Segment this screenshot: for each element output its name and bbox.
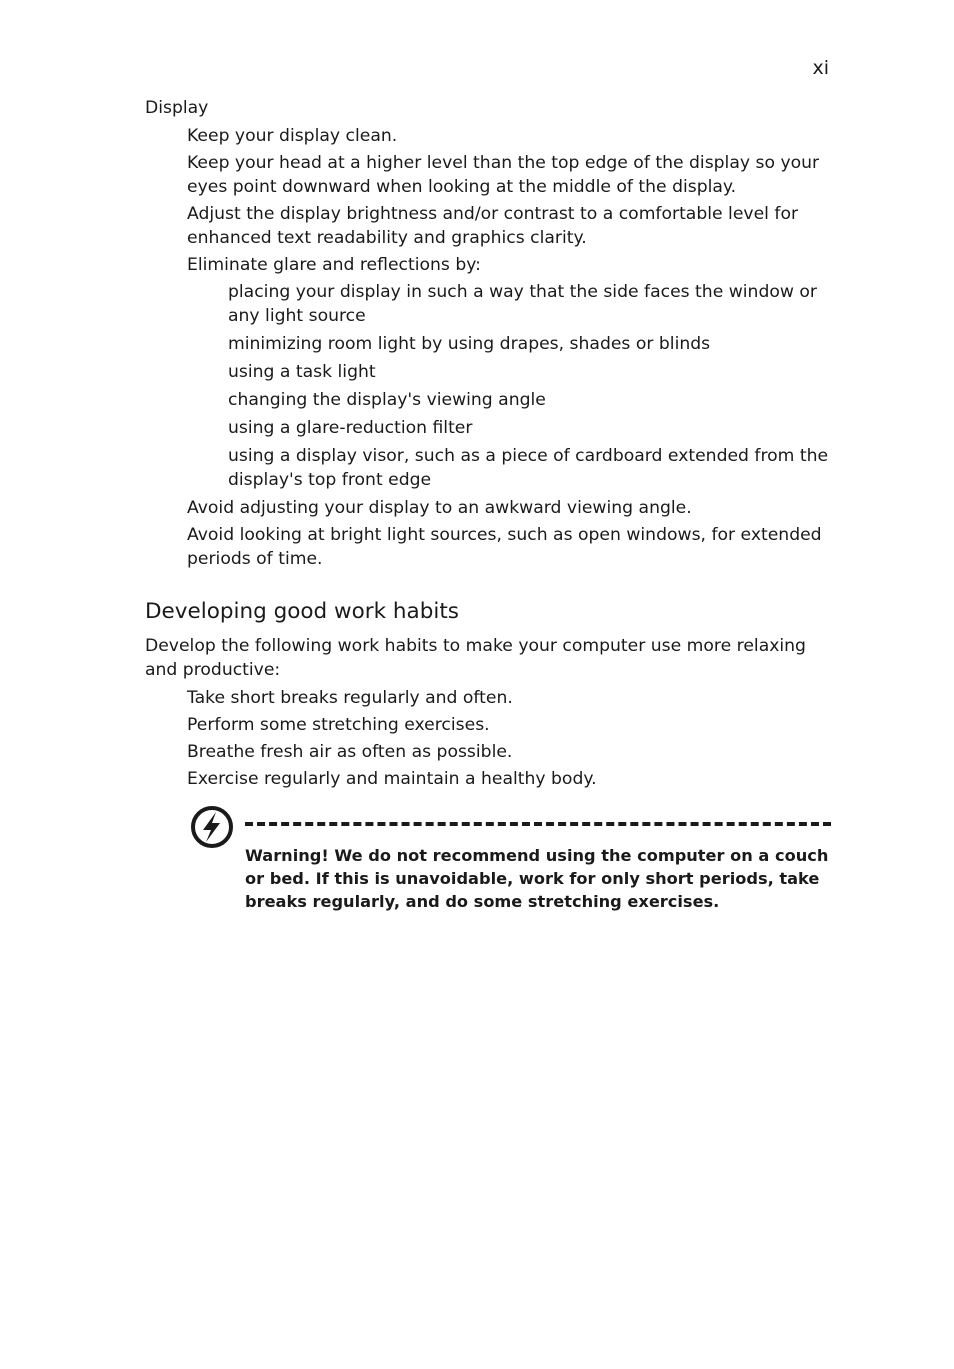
habits-list — [145, 686, 835, 791]
list-item: using a display visor, such as a piece of cardboard extended from the display's top front edge — [228, 446, 829, 490]
list-item-label: Eliminate glare and reflections by: — [187, 255, 481, 275]
glare-tips-list — [145, 280, 835, 492]
list-item: Keep your display clean. — [187, 126, 398, 146]
section-heading: Developing good work habits — [145, 599, 459, 624]
list-item: Keep your head at a higher level than the top edge of the display so your eyes point downward when looking at the middle of the display. — [187, 153, 820, 197]
list-item: Adjust the display brightness and/or contrast to a comfortable level for enhanced text readability and graphics clarity. — [187, 204, 799, 248]
list-item: placing your display in such a way that the side faces the window or any light source — [228, 282, 817, 326]
warning-callout — [189, 804, 833, 924]
list-item: using a glare-reduction filter — [228, 418, 473, 438]
list-item: using a task light — [228, 362, 376, 382]
section-intro: Develop the following work habits to make your computer use more relaxing and productive: — [145, 636, 806, 680]
list-item: Avoid adjusting your display to an awkward viewing angle. — [187, 498, 692, 518]
list-item: Avoid looking at bright light sources, such as open windows, for extended periods of time. — [187, 525, 822, 569]
list-item: Exercise regularly and maintain a healthy body. — [187, 769, 597, 789]
list-item-glare — [187, 253, 835, 277]
section-label-display: Display — [145, 98, 209, 118]
display-tips-list — [145, 124, 835, 277]
list-item: Perform some stretching exercises. — [187, 715, 490, 735]
list-item: Breathe fresh air as often as possible. — [187, 742, 513, 762]
list-item: changing the display's viewing angle — [228, 390, 546, 410]
document-body — [145, 96, 835, 794]
display-tips-list-continued — [145, 496, 835, 571]
list-item: Take short breaks regularly and often. — [187, 688, 513, 708]
list-item: minimizing room light by using drapes, shades or blinds — [228, 334, 711, 354]
lightning-warning-icon — [189, 804, 235, 850]
warning-text: Warning! We do not recommend using the computer on a couch or bed. If this is unavoidable, work for only short periods, take breaks regularly, and do some stretching exercises. — [245, 846, 829, 911]
page-number: xi — [812, 57, 829, 79]
dashed-divider — [245, 822, 831, 826]
